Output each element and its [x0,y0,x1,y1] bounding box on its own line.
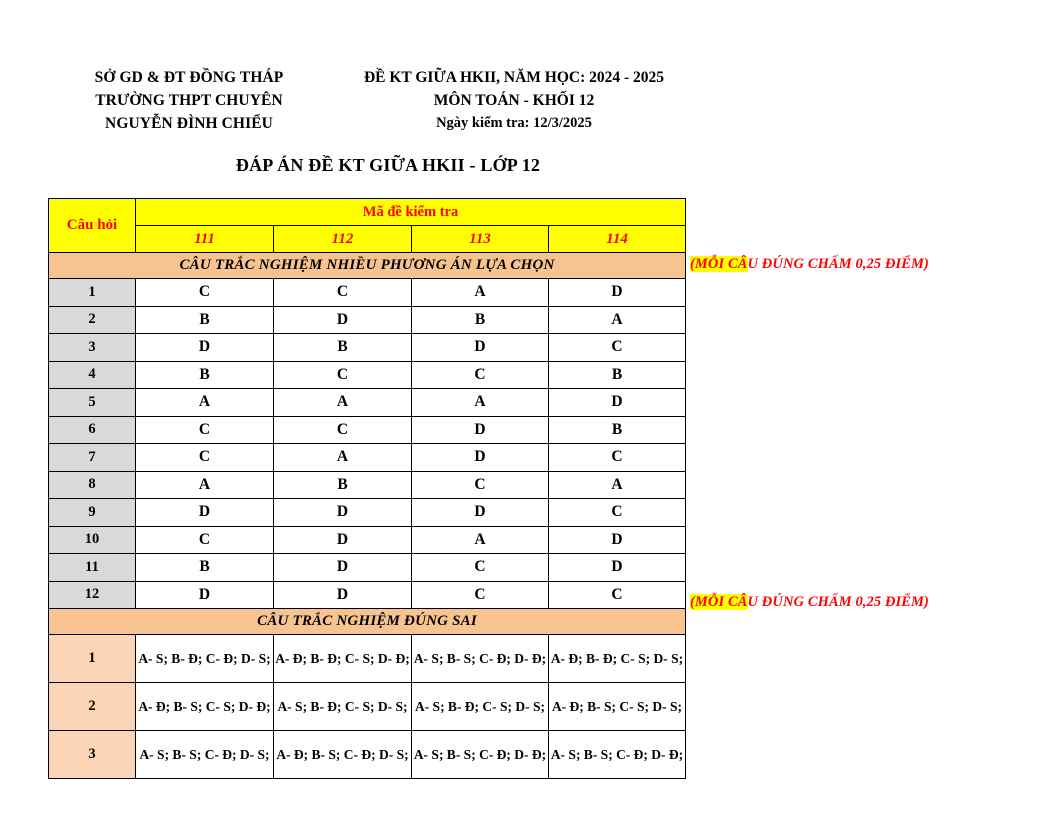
exam-line-1: ĐỀ KT GIỮA HKII, NĂM HỌC: 2024 - 2025 [363,69,665,86]
note-tf-rest: U ĐÚNG CHẤM 0,25 ĐIỂM) [747,594,929,610]
mc-answer-114: A [549,471,686,499]
answer-key-table-wrap [48,198,685,779]
mc-answer-113: D [412,416,549,444]
mc-answer-114: D [549,389,686,417]
table-row [49,279,686,307]
mc-answer-113: A [412,526,549,554]
note-mc-rest: U ĐÚNG CHẤM 0,25 ĐIỂM) [747,256,929,272]
mc-answer-112: B [274,334,412,362]
mc-answer-114: D [549,279,686,307]
mc-question-number: 8 [49,471,136,499]
mc-answer-112: C [274,279,412,307]
tf-answer-113: A- S; B- Đ; C- S; D- S; [412,683,549,731]
tf-question-number: 3 [49,731,136,779]
tf-answer-113: A- S; B- S; C- Đ; D- Đ; [412,731,549,779]
mc-answer-112: A [274,444,412,472]
exam-line-2: MÔN TOÁN - KHỐI 12 [433,92,595,109]
table-row [49,416,686,444]
mc-question-number: 4 [49,361,136,389]
mc-answer-111: D [136,334,274,362]
tf-answer-112: A- S; B- Đ; C- S; D- S; [274,683,412,731]
table-row [49,635,686,683]
mc-answer-113: B [412,306,549,334]
mc-answer-113: D [412,444,549,472]
mc-question-number: 1 [49,279,136,307]
section-label-mc: CÂU TRẮC NGHIỆM NHIỀU PHƯƠNG ÁN LỰA CHỌN [49,253,686,279]
mc-answer-113: C [412,581,549,609]
tf-answer-114: A- S; B- S; C- Đ; D- Đ; [549,731,686,779]
mc-answer-111: A [136,471,274,499]
mc-question-number: 11 [49,554,136,582]
tf-question-number: 1 [49,635,136,683]
mc-answer-114: D [549,554,686,582]
mc-answer-113: A [412,389,549,417]
table-row [49,499,686,527]
table-row [49,334,686,362]
header-exam-code-113: 113 [412,226,549,253]
note-true-false [690,594,929,611]
header-exam-code-111: 111 [136,226,274,253]
mc-answer-111: D [136,499,274,527]
mc-answer-112: D [274,581,412,609]
mc-answer-111: B [136,361,274,389]
mc-answer-112: C [274,416,412,444]
mc-question-number: 5 [49,389,136,417]
mc-answer-114: D [549,526,686,554]
mc-answer-111: C [136,279,274,307]
mc-answer-112: B [274,471,412,499]
school-line-3: NGUYỄN ĐÌNH CHIỂU [105,115,273,132]
school-block [64,66,314,135]
mc-answer-113: D [412,334,549,362]
mc-question-number: 3 [49,334,136,362]
table-row [49,526,686,554]
mc-answer-114: A [549,306,686,334]
mc-question-number: 2 [49,306,136,334]
mc-answer-114: B [549,361,686,389]
header-exam-code-114: 114 [549,226,686,253]
table-row [49,361,686,389]
note-mc-highlight: (MỖI CÂ [690,256,748,272]
mc-answer-112: D [274,554,412,582]
tf-answer-111: A- S; B- Đ; C- Đ; D- S; [136,635,274,683]
table-row [49,554,686,582]
school-line-2: TRƯỜNG THPT CHUYÊN [95,92,283,109]
mc-answer-114: C [549,334,686,362]
tf-answer-111: A- Đ; B- S; C- S; D- Đ; [136,683,274,731]
mc-answer-112: D [274,499,412,527]
mc-answer-112: A [274,389,412,417]
mc-answer-112: C [274,361,412,389]
table-header-row-2 [49,226,686,253]
table-row [49,306,686,334]
mc-question-number: 10 [49,526,136,554]
mc-answer-113: A [412,279,549,307]
mc-answer-111: C [136,416,274,444]
tf-answer-114: A- Đ; B- Đ; C- S; D- S; [549,635,686,683]
mc-question-number: 6 [49,416,136,444]
exam-info-block [314,66,714,135]
note-tf-highlight: (MỖI CÂ [690,594,748,610]
mc-answer-111: A [136,389,274,417]
section-label-tf: CÂU TRẮC NGHIỆM ĐÚNG SAI [49,609,686,635]
mc-answer-111: C [136,526,274,554]
mc-answer-111: C [136,444,274,472]
mc-answer-111: B [136,554,274,582]
tf-answer-113: A- S; B- S; C- Đ; D- Đ; [412,635,549,683]
mc-answer-114: C [549,444,686,472]
mc-answer-113: D [412,499,549,527]
mc-answer-113: C [412,554,549,582]
mc-question-number: 12 [49,581,136,609]
answer-key-table [48,198,686,779]
header-question-col: Câu hỏi [49,199,136,253]
exam-date: Ngày kiểm tra: 12/3/2025 [436,115,592,131]
tf-question-number: 2 [49,683,136,731]
table-row [49,471,686,499]
mc-answer-113: C [412,471,549,499]
mc-answer-113: C [412,361,549,389]
note-multiple-choice [690,256,929,273]
header-exam-code-112: 112 [274,226,412,253]
table-header-row-1 [49,199,686,226]
tf-answer-112: A- Đ; B- Đ; C- S; D- Đ; [274,635,412,683]
mc-answer-114: B [549,416,686,444]
section-header-multiple-choice [49,253,686,279]
table-row [49,731,686,779]
mc-question-number: 7 [49,444,136,472]
section-header-true-false [49,609,686,635]
document-header [0,0,1056,135]
mc-answer-112: D [274,526,412,554]
header-code-group: Mã đề kiểm tra [136,199,686,226]
table-row [49,444,686,472]
school-line-1: SỞ GD & ĐT ĐỒNG THÁP [94,69,284,86]
mc-answer-112: D [274,306,412,334]
mc-answer-111: B [136,306,274,334]
mc-answer-111: D [136,581,274,609]
table-row [49,581,686,609]
mc-question-number: 9 [49,499,136,527]
page-title: ĐÁP ÁN ĐỀ KT GIỮA HKII - LỚP 12 [235,155,541,175]
table-row [49,683,686,731]
tf-answer-111: A- S; B- S; C- Đ; D- S; [136,731,274,779]
tf-answer-112: A- Đ; B- S; C- Đ; D- S; [274,731,412,779]
mc-answer-114: C [549,499,686,527]
table-row [49,389,686,417]
tf-answer-114: A- Đ; B- S; C- S; D- S; [549,683,686,731]
mc-answer-114: C [549,581,686,609]
